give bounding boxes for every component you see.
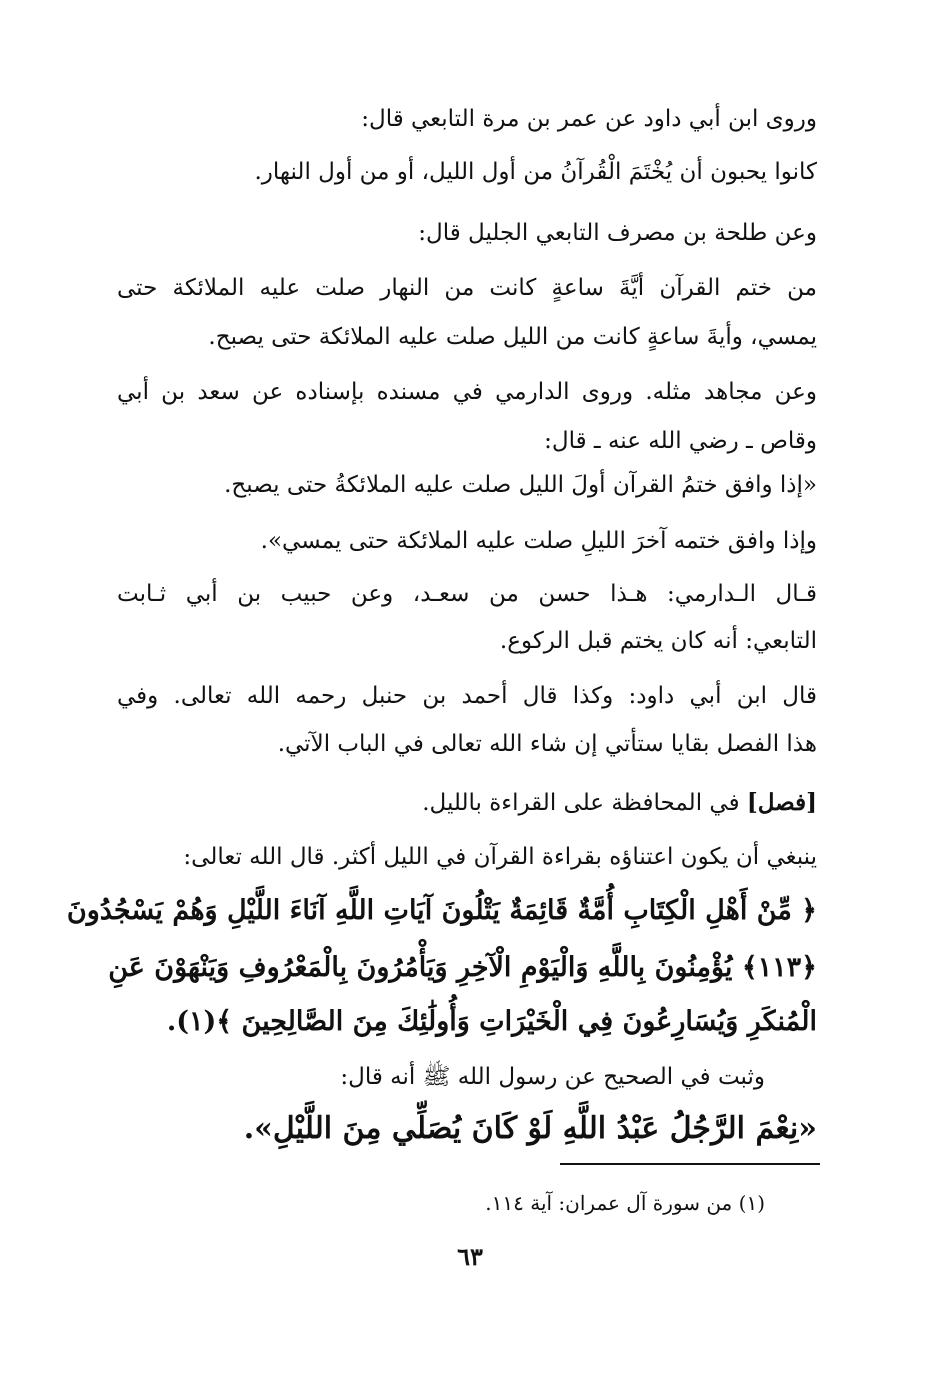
fasl-label: [فصل] (746, 789, 817, 816)
text-line: هذا الفصل بقايا ستأتي إن شاء الله تعالى في الباب الآتي. (277, 731, 817, 757)
text-line: قال ابن أبي داود: وكذا قال أحمد بن حنبل رحمه الله تعالى. وفي (117, 683, 817, 709)
text-line: وإذا وافق ختمه آخرَ الليلِ صلت عليه الملائكة حتى يمسي». (260, 528, 817, 554)
section-heading (117, 786, 817, 820)
text-line: كانوا يحبون أن يُخْتَمَ الْقُرآنُ من أول الليل، أو من أول النهار. (254, 159, 817, 185)
footnote: (١) من سورة آل عمران: آية ١١٤. (485, 1191, 765, 1215)
hadith-quote: «نِعْمَ الرَّجُلُ عَبْدُ اللَّهِ لَوْ كَانَ يُصَلِّي مِنَ اللَّيْلِ». (243, 1111, 817, 1146)
text-line: وعن مجاهد مثله. وروى الدارمي في مسنده بإسناده عن سعد بن أبي (117, 379, 817, 405)
text-line: قـال الـدارمي: هـذا حسن من سعـد، وعن حبيب بن أبي ثـابت (117, 581, 817, 607)
text-line: «إذا وافق ختمُ القرآن أولَ الليل صلت عليه الملائكةُ حتى يصبح. (224, 472, 817, 498)
section-heading-text: في المحافظة على القراءة بالليل. (422, 790, 740, 816)
text-line: وعن طلحة بن مصرف التابعي الجليل قال: (418, 220, 817, 246)
page-number: ٦٣ (457, 1242, 483, 1271)
footnote-divider (560, 1163, 820, 1165)
text-line: ينبغي أن يكون اعتناؤه بقراءة القرآن في الليل أكثر. قال الله تعالى: (183, 844, 817, 870)
text-line: وثبت في الصحيح عن رسول الله ﷺ أنه قال: (340, 1064, 765, 1090)
text-line: وقاص ـ رضي الله عنه ـ قال: (544, 428, 817, 454)
text-line: وروى ابن أبي داود عن عمر بن مرة التابعي قال: (361, 106, 817, 132)
text-line: من ختم القرآن أيَّةَ ساعةٍ كانت من النهار صلت عليه الملائكة حتى (117, 275, 817, 301)
quran-verse-line: ﴿١١٣﴾ يُؤْمِنُونَ بِاللَّهِ وَالْيَوْمِ الْآخِرِ وَيَأْمُرُونَ بِالْمَعْرُوفِ وَيَنْهَوْنَ عَنِ (108, 952, 817, 983)
quran-verse-line: ﴿ مِّنْ أَهْلِ الْكِتَابِ أُمَّةٌ قَائِمَةٌ يَتْلُونَ آيَاتِ اللَّهِ آنَاءَ اللَّيْلِ وَهُمْ يَسْجُدُونَ (66, 895, 817, 926)
quran-verse-line: الْمُنكَرِ وَيُسَارِعُونَ فِي الْخَيْرَاتِ وَأُولَٰئِكَ مِنَ الصَّالِحِينَ ﴾(١). (166, 1006, 817, 1037)
text-line: التابعي: أنه كان يختم قبل الركوع. (499, 628, 817, 654)
text-line: يمسي، وأيةَ ساعةٍ كانت من الليل صلت عليه الملائكة حتى يصبح. (208, 324, 817, 350)
